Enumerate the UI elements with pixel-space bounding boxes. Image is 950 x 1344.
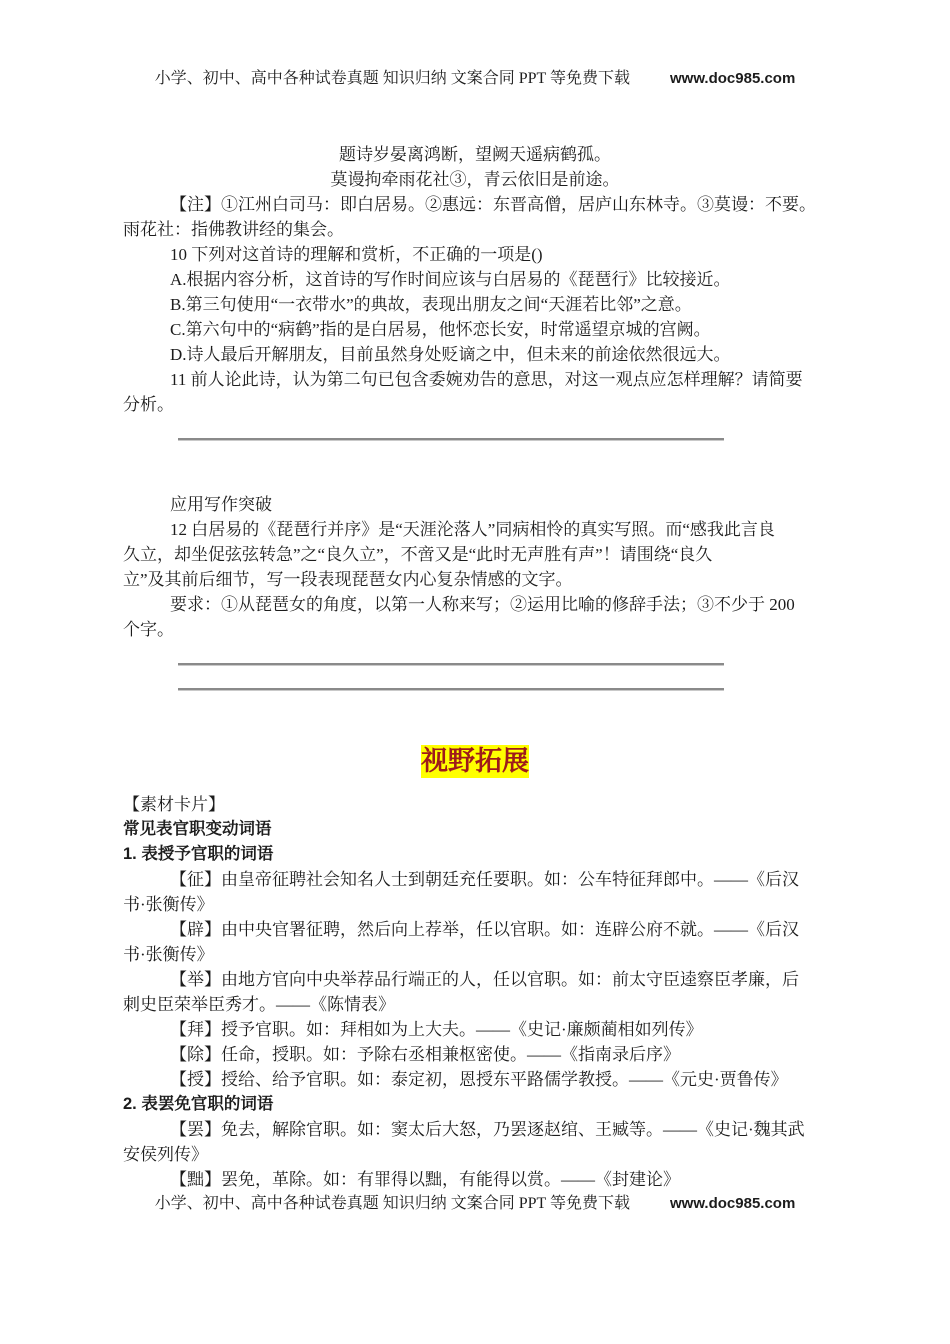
answer-blank-line (178, 438, 724, 441)
vision-expansion-title: 视野拓展 (421, 746, 529, 776)
header-tagline: 小学、初中、高中各种试卷真题 知识归纳 文案合同 PPT 等免费下载 (154, 70, 630, 87)
text-line: 书·张衡传》 (123, 895, 214, 914)
text-line: D.诗人最后开解朋友，目前虽然身处贬谪之中，但未来的前途依然很远大。 (170, 345, 731, 364)
answer-blank-line (178, 663, 724, 666)
text-line: 【征】由皇帝征聘社会知名人士到朝廷充任要职。如：公车特征拜郎中。——《后汉 (170, 870, 799, 889)
text-line: 【素材卡片】 (123, 795, 225, 814)
text-line: 12 白居易的《琵琶行并序》是“天涯沦落人”同病相怜的真实写照。而“感我此言良 (170, 520, 775, 539)
text-line: 刺史臣荣举臣秀才。——《陈情表》 (123, 995, 395, 1014)
text-line: C.第六句中的“病鹤”指的是白居易，他怀恋长安，时常遥望京城的宫阙。 (170, 320, 711, 339)
text-line: 【除】任命，授职。如：予除右丞相兼枢密使。——《指南录后序》 (170, 1045, 680, 1064)
page-header (0, 66, 950, 91)
text-line: 书·张衡传》 (123, 945, 214, 964)
text-line: 久立，却坐促弦弦转急”之“良久立”，不啻又是“此时无声胜有声”！请围绕“良久 (123, 545, 713, 564)
text-line: 个字。 (123, 620, 174, 639)
text-line: A.根据内容分析，这首诗的写作时间应该与白居易的《琵琶行》比较接近。 (170, 270, 731, 289)
footer-site-link[interactable]: www.doc985.com (669, 1195, 796, 1212)
text-line: 要求：①从琵琶女的角度，以第一人称来写；②运用比喻的修辞手法；③不少于 200 (170, 595, 795, 614)
section-title-row (0, 745, 950, 778)
text-line: 莫谩拘牵雨花社③，青云依旧是前途。 (330, 170, 620, 189)
text-line: 10 下列对这首诗的理解和赏析，不正确的一项是() (170, 245, 543, 264)
footer-tagline: 小学、初中、高中各种试卷真题 知识归纳 文案合同 PPT 等免费下载 (154, 1195, 630, 1212)
page-footer (0, 1191, 950, 1216)
text-line: 常见表官职变动词语 (123, 820, 272, 838)
text-line: 应用写作突破 (170, 495, 272, 514)
text-line: 【授】授给、给予官职。如：泰定初，恩授东平路儒学教授。——《元史·贾鲁传》 (170, 1070, 788, 1089)
text-line: 【罢】免去，解除官职。如：窦太后大怒，乃罢逐赵绾、王臧等。——《史记·魏其武 (170, 1120, 805, 1139)
text-line: 【辟】由中央官署征聘，然后向上荐举，任以官职。如：连辟公府不就。——《后汉 (170, 920, 799, 939)
text-line: 11 前人论此诗，认为第二句已包含委婉劝告的意思，对这一观点应怎样理解？请简要 (170, 370, 803, 389)
text-line: 安侯列传》 (123, 1145, 208, 1164)
text-line: 2. 表罢免官职的词语 (123, 1095, 274, 1113)
answer-blank-line (178, 688, 724, 691)
text-line: B.第三句使用“一衣带水”的典故，表现出朋友之间“天涯若比邻”之意。 (170, 295, 692, 314)
text-line: 1. 表授予官职的词语 (123, 845, 274, 863)
text-line: 分析。 (123, 395, 174, 414)
text-line: 【注】①江州白司马：即白居易。②惠远：东晋高僧，居庐山东林寺。③莫谩：不要。 (170, 195, 816, 214)
text-line: 【举】由地方官向中央举荐品行端正的人，任以官职。如：前太守臣逵察臣孝廉，后 (170, 970, 799, 989)
text-line: 立”及其前后细节，写一段表现琵琶女内心复杂情感的文字。 (123, 570, 573, 589)
header-site-link[interactable]: www.doc985.com (669, 70, 796, 87)
text-line: 雨花社：指佛教讲经的集会。 (123, 220, 344, 239)
text-line: 题诗岁晏离鸿断，望阙天遥病鹤孤。 (339, 145, 611, 164)
text-line: 【拜】授予官职。如：拜相如为上大夫。——《史记·廉颇蔺相如列传》 (170, 1020, 703, 1039)
text-line: 【黜】罢免，革除。如：有罪得以黜，有能得以赏。——《封建论》 (170, 1170, 680, 1189)
